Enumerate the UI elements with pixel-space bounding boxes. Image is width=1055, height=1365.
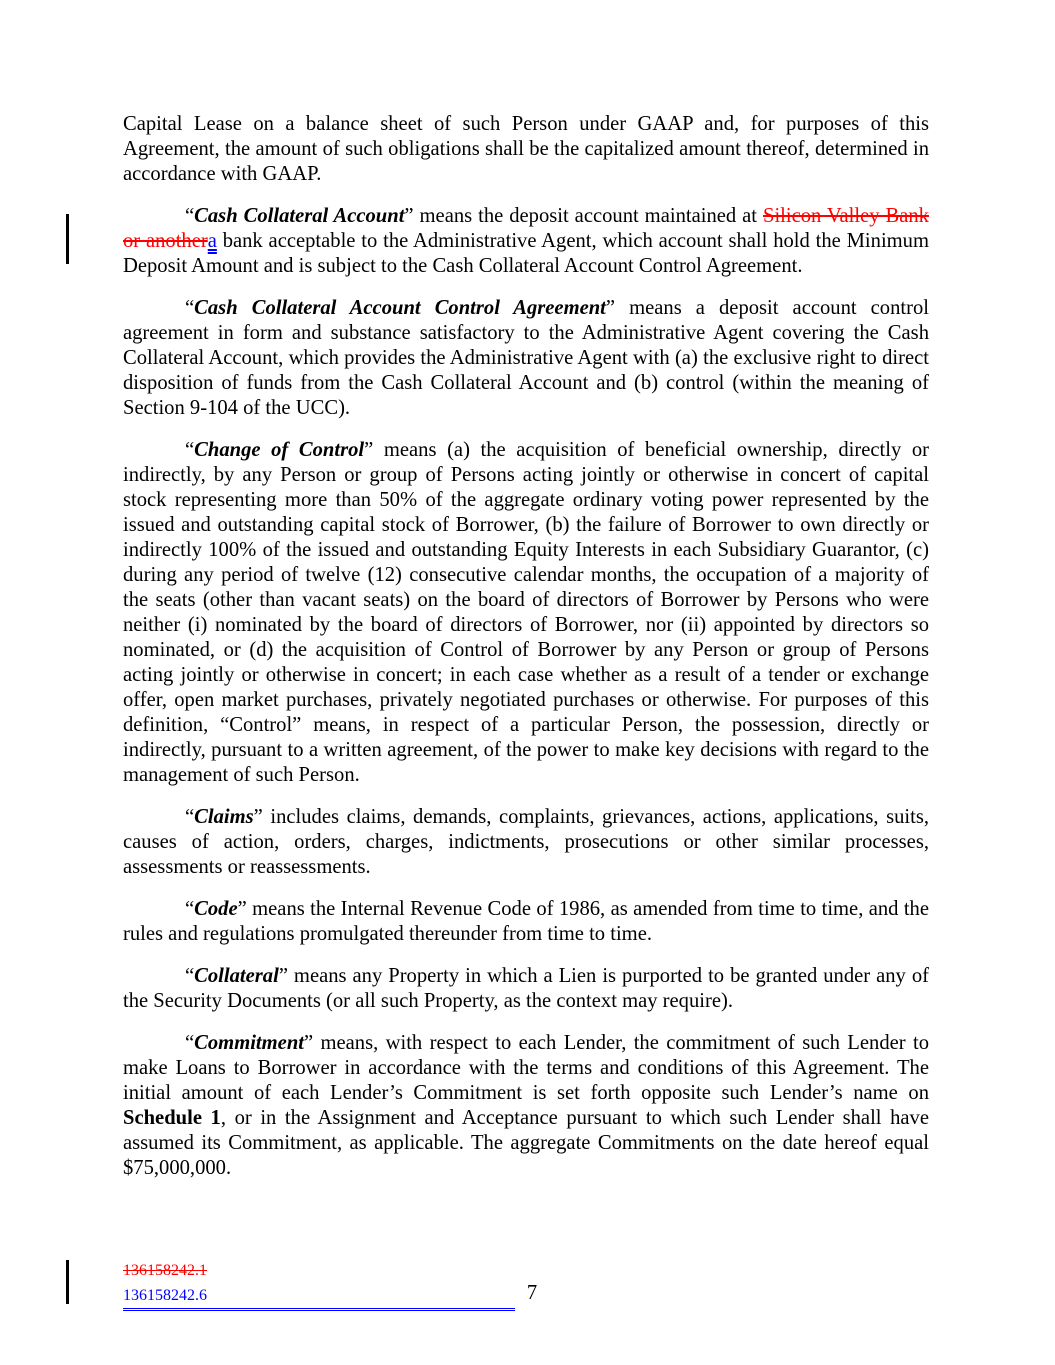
text-run-normal: , or in the Assignment and Acceptance pursuant to which such Lender shall have assumed its Commitment, as applicable. The aggregate Commitments on the date hereof equal $75,000,000. — [123, 1107, 929, 1179]
footer-second-line — [123, 1284, 933, 1311]
text-run-ins: a — [207, 230, 217, 252]
text-run-normal: Capital Lease on a balance sheet of such Person under GAAP and, for purposes of this Agreement, the amount of such obligations shall be the capitalized amount thereof, determined in accordance with GAAP. — [123, 113, 929, 185]
text-run-normal: “ — [185, 806, 195, 828]
paragraph-definition-commitment — [123, 1031, 929, 1181]
change-bar — [66, 214, 69, 264]
text-run-normal: “ — [185, 1032, 195, 1054]
text-run-normal: ” means (a) the acquisition of beneficial ownership, directly or indirectly, by any Person or group of Persons acting jointly or otherwise in concert of capital stock representing more than 50% of the aggregate ordinary voting power represented by the issued and outstanding capital stock of Borrower, (b) the failure of Borrower to own directly or indirectly 100% of the issued and outstanding Equity Interests in each Subsidiary Guarantor, (c) during any period of twelve (12) consecutive calendar months, the occupation of a majority of the seats (other than vacant seats) on the board of directors of Borrower by Persons who were neither (i) nominated by the board of directors of Borrower, nor (ii) appointed by directors so nominated, or (d) the acquisition of Control of Borrower by any Person or group of Persons acting jointly or otherwise in concert; in each case whether as a result of a tender or exchange offer, open market purchases, privately negotiated purchases or otherwise. For purposes of this definition, “Control” means, in respect of a particular Person, the possession, directly or indirectly, pursuant to a written agreement, of the power to make key decisions with regard to the management of such Person. — [123, 439, 929, 786]
text-run-normal: “ — [185, 297, 195, 319]
page-number: 7 — [526, 1282, 538, 1304]
page-footer — [123, 1259, 933, 1311]
document-id-new: 136158242.6 — [123, 1284, 515, 1311]
paragraph-definition-cash-collateral-account-control-agreement — [123, 296, 929, 421]
document-id-old: 136158242.1 — [123, 1262, 207, 1279]
text-run-term: Collateral — [194, 965, 279, 987]
text-run-term: Cash Collateral Account Control Agreement — [194, 297, 606, 319]
paragraph-definition-cash-collateral-account — [123, 204, 929, 279]
text-run-normal: “ — [185, 205, 195, 227]
paragraph-definition-claims — [123, 805, 929, 880]
text-run-term: Claims — [194, 806, 254, 828]
text-run-term: Commitment — [194, 1032, 304, 1054]
text-run-normal: ” includes claims, demands, complaints, grievances, actions, applications, suits, causes of action, orders, charges, indictments, prosecutions or other similar processes, assessments or reassessments. — [123, 806, 929, 878]
change-bar — [66, 1260, 69, 1304]
text-run-del: Silicon Valley Bank or another — [123, 205, 929, 252]
text-run-normal: “ — [185, 898, 195, 920]
paragraph-capital-lease-continuation — [123, 112, 929, 187]
text-run-normal: “ — [185, 965, 195, 987]
text-run-normal: “ — [185, 439, 195, 461]
text-run-normal: ” means a deposit account control agreement in form and substance satisfactory to the Administrative Agent covering the Cash Collateral Account, which provides the Administrative Agent with (a) the exclusive right to direct disposition of funds from the Cash Collateral Account and (b) control (within the meaning of Section 9-104 of the UCC). — [123, 297, 929, 419]
text-run-term: Code — [194, 898, 238, 920]
paragraph-definition-change-of-control — [123, 438, 929, 788]
text-run-normal: bank acceptable to the Administrative Agent, which account shall hold the Minimum Deposit Amount and is subject to the Cash Collateral Account Control Agreement. — [123, 230, 929, 277]
text-run-term: Cash Collateral Account — [194, 205, 405, 227]
text-run-normal: ” means, with respect to each Lender, the commitment of such Lender to make Loans to Borrower in accordance with the terms and conditions of this Agreement. The initial amount of each Lender’s Commitment is set forth opposite such Lender’s name on — [123, 1032, 929, 1104]
text-run-term: Change of Control — [194, 439, 365, 461]
text-run-normal: ” means the Internal Revenue Code of 1986, as amended from time to time, and the rules and regulations promulgated thereunder from time to time. — [123, 898, 929, 945]
paragraph-definition-code — [123, 897, 929, 947]
text-run-bold: Schedule 1 — [123, 1107, 221, 1129]
paragraph-definition-collateral — [123, 964, 929, 1014]
text-run-normal: ” means the deposit account maintained at — [404, 205, 763, 227]
text-run-normal: ” means any Property in which a Lien is purported to be granted under any of the Security Documents (or all such Property, as the context may require). — [123, 965, 929, 1012]
document-body — [123, 112, 929, 1198]
